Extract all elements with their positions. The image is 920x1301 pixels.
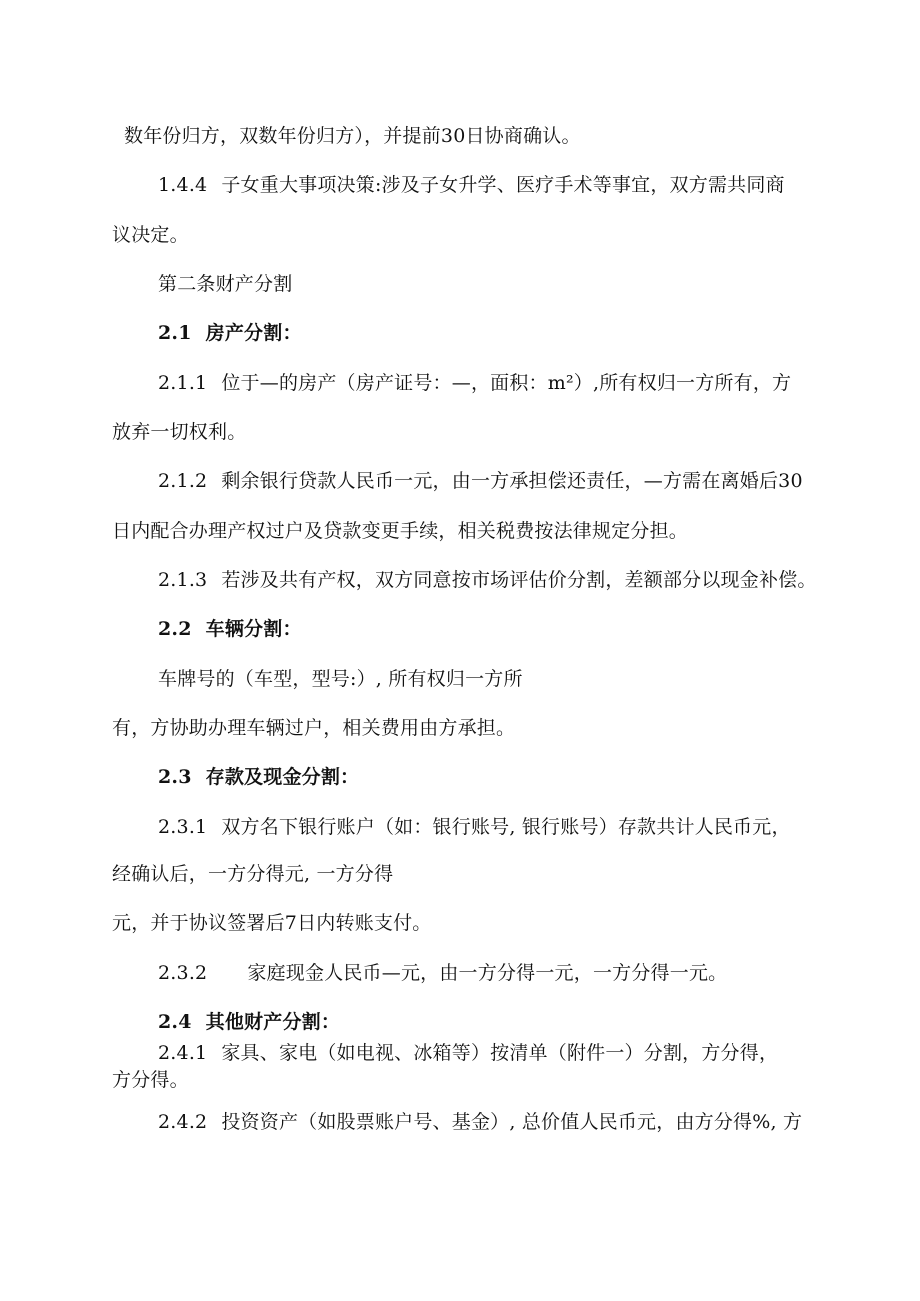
section-2-3-heading bbox=[158, 765, 359, 789]
line-text: 车牌号的（车型，型号:）, 所有权归一方所 bbox=[158, 668, 523, 690]
paragraph-line bbox=[112, 420, 246, 444]
paragraph-line bbox=[112, 223, 189, 247]
clause-number: 2.4.2 bbox=[158, 1111, 208, 1133]
clause-2-4-1 bbox=[158, 1041, 778, 1065]
section-number: 2.2 bbox=[158, 618, 192, 640]
line-text: 数年份归方，双数年份归方），并提前30日协商确认。 bbox=[124, 125, 581, 147]
paragraph-line bbox=[112, 911, 432, 935]
line-text: 元，并于协议签署后7日内转账支付。 bbox=[112, 912, 432, 934]
line-text: 子女重大事项决策:涉及子女升学、医疗手术等事宜，双方需共同商 bbox=[221, 174, 785, 196]
section-2-4-heading bbox=[158, 1010, 340, 1034]
line-text: 双方名下银行账户（如：银行账号, 银行账号）存款共计人民币元， bbox=[221, 816, 791, 838]
line-text: 家庭现金人民币—元，由一方分得一元，一方分得一元。 bbox=[247, 962, 728, 984]
clause-number: 1.4.4 bbox=[158, 174, 208, 196]
section-title: 房产分割： bbox=[205, 322, 302, 344]
line-text: 投资资产（如股票账户号、基金）, 总价值人民币元，由方分得%, 方 bbox=[221, 1111, 803, 1133]
article-title: 第二条财产分割 bbox=[158, 273, 293, 295]
clause-number: 2.4.1 bbox=[158, 1042, 208, 1064]
line-text: 有，方协助办理车辆过户，相关费用由方承担。 bbox=[112, 717, 516, 739]
paragraph-line bbox=[158, 667, 523, 691]
section-title: 存款及现金分割： bbox=[205, 766, 360, 788]
clause-number: 2.1.2 bbox=[158, 470, 208, 492]
paragraph-line bbox=[112, 1068, 189, 1092]
section-number: 2.4 bbox=[158, 1011, 192, 1033]
line-text: 位于—的房产（房产证号：—，面积：m²）,所有权归一方所有，方 bbox=[221, 372, 792, 394]
clause-2-1-1 bbox=[158, 371, 791, 395]
paragraph-line bbox=[112, 716, 515, 740]
line-text: 经确认后，一方分得元, 一方分得 bbox=[112, 863, 394, 885]
section-number: 2.1 bbox=[158, 322, 192, 344]
section-2-2-heading bbox=[158, 617, 302, 641]
paragraph-line bbox=[124, 124, 581, 148]
clause-2-1-2 bbox=[158, 469, 803, 493]
clause-2-3-1 bbox=[158, 815, 791, 839]
section-number: 2.3 bbox=[158, 766, 192, 788]
clause-2-4-2 bbox=[158, 1110, 802, 1134]
line-text: 放弃一切权利。 bbox=[112, 421, 247, 443]
clause-2-1-3 bbox=[158, 568, 817, 592]
clause-1-4-4 bbox=[158, 173, 785, 197]
clause-2-3-2 bbox=[158, 961, 727, 985]
section-title: 其他财产分割： bbox=[205, 1011, 341, 1033]
clause-number: 2.1.1 bbox=[158, 372, 208, 394]
section-title: 车辆分割： bbox=[205, 618, 302, 640]
paragraph-line bbox=[112, 519, 688, 543]
line-text: 若涉及共有产权，双方同意按市场评估价分割，差额部分以现金补偿。 bbox=[221, 569, 817, 591]
article-2-heading bbox=[158, 272, 292, 296]
clause-number: 2.1.3 bbox=[158, 569, 208, 591]
clause-number: 2.3.2 bbox=[158, 962, 208, 984]
line-text: 方分得。 bbox=[112, 1069, 189, 1091]
line-text: 家具、家电（如电视、冰箱等）按清单（附件一）分割，方分得， bbox=[221, 1042, 779, 1064]
line-text: 日内配合办理产权过户及贷款变更手续，相关税费按法律规定分担。 bbox=[112, 520, 689, 542]
section-2-1-heading bbox=[158, 321, 302, 345]
paragraph-line bbox=[112, 862, 393, 886]
line-text: 剩余银行贷款人民币一元，由一方承担偿还责任，—方需在离婚后30 bbox=[221, 470, 803, 492]
line-text: 议决定。 bbox=[112, 224, 189, 246]
clause-number: 2.3.1 bbox=[158, 816, 208, 838]
